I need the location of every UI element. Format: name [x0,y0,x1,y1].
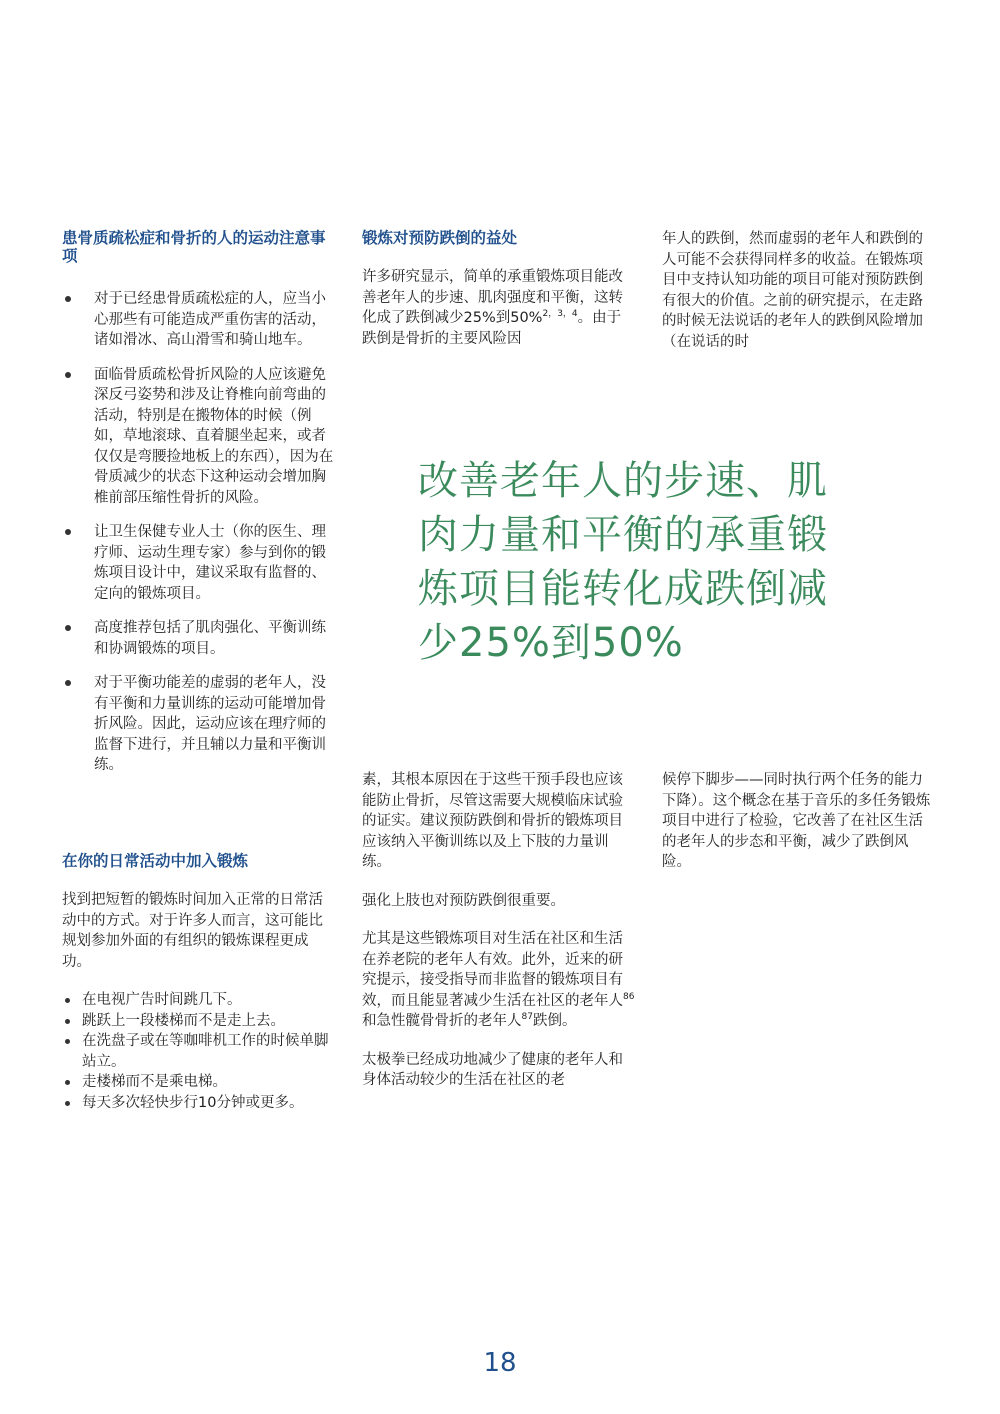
bullet-icon [65,1019,70,1024]
bullet-icon [65,625,71,631]
citation: 2，3，4 [542,309,578,319]
list-item: 在电视广告时间跳几下。 [62,990,337,1011]
heading-fall-prevention: 锻炼对预防跌倒的益处 [362,229,518,247]
bullet-icon [65,680,71,686]
list-item: 走楼梯而不是乘电梯。 [62,1072,337,1093]
pull-quote-line: 炼项目能转化成跌倒减 [418,566,828,612]
bullet-icon [65,1039,70,1044]
bullet-icon [65,1080,70,1085]
daily-activity-list [62,990,337,1113]
paragraph: 太极拳已经成功地减少了健康的老年人和身体活动较少的生活在社区的老 [362,1051,623,1088]
heading-daily-activity: 在你的日常活动中加入锻炼 [62,852,249,870]
cognitive-paragraph: 年人的跌倒，然而虚弱的老年人和跌倒的人可能不会获得同样多的收益。在锻炼项目中支持认知功能的项目可能对预防跌倒有很大的价值。之前的研究提示，在走路的时候无法说话的老年人的跌倒风险增加（在说话的时 [662,231,923,350]
list-item: 对于已经患骨质疏松症的人，应当小心那些有可能造成严重伤害的活动，诸如滑冰、高山滑雪和骑山地车。 [62,289,337,351]
bullet-icon [65,372,71,378]
pull-quote [418,454,888,670]
paragraph: 尤其是这些锻炼项目对生活在社区和生活在养老院的老年人有效。此外，近来的研究提示，接受指导而非监督的锻炼项目有效，而且能显著减少生活在社区的老年人$^{86}$和急性髋骨骨折的老年人$^{87}$跌倒。 [362,931,635,1029]
page-number: 18 [483,1348,517,1378]
list-item: 跳跃上一段楼梯而不是走上去。 [62,1011,337,1032]
bullet-icon [65,529,71,535]
column-left-lower [62,852,337,1113]
citation: 87 [521,1012,533,1022]
list-item: 面临骨质疏松骨折风险的人应该避免深反弓姿势和涉及让脊椎向前弯曲的活动，特别是在搬物体的时候（例如，草地滚球、直着腿坐起来，或者仅仅是弯腰捡地板上的东西），因为在骨质减少的状态下这种运动会增加胸椎前部压缩性骨折的风险。 [62,365,337,509]
column-left [62,229,337,790]
pull-quote-line: 改善老年人的步速、肌 [418,458,828,504]
pull-quote-line: 少25%到50% [418,620,684,666]
paragraph: 候停下脚步——同时执行两个任务的能力下降）。这个概念在基于音乐的多任务锻炼项目中进行了检验，它改善了在社区生活的老年人的步态和平衡，减少了跌倒风险。 [662,772,931,870]
bullet-icon [65,296,71,302]
daily-activity-paragraph: 找到把短暂的锻炼时间加入正常的日常活动中的方式。对于许多人而言，这可能比规划参加外面的有组织的锻炼课程更成功。 [62,892,323,970]
column-right-top [662,229,934,370]
list-item: 在洗盘子或在等咖啡机工作的时候单脚站立。 [62,1031,337,1072]
column-middle-top [362,229,634,367]
bullet-icon [65,998,70,1003]
pull-quote-line: 肉力量和平衡的承重锻 [418,512,828,558]
column-right-bottom [662,770,934,891]
column-middle-bottom [362,770,637,1109]
fall-prevention-paragraph: 许多研究显示，简单的承重锻炼项目能改善老年人的步速、肌肉强度和平衡，这转化成了跌倒减少25%到50%$^{2,3,4}$。由于跌倒是骨折的主要风险因 [362,269,623,347]
list-item: 高度推荐包括了肌肉强化、平衡训练和协调锻炼的项目。 [62,618,337,659]
list-item: 对于平衡功能差的虚弱的老年人，没有平衡和力量训练的运动可能增加骨折风险。因此，运动应该在理疗师的监督下进行，并且辅以力量和平衡训练。 [62,673,337,776]
paragraph: 强化上肢也对预防跌倒很重要。 [362,892,565,909]
precautions-list [62,289,337,776]
citation: 86 [623,991,635,1002]
paragraph: 素，其根本原因在于这些干预手段也应该能防止骨折，尽管这需要大规模临床试验的证实。建议预防跌倒和骨折的锻炼项目应该纳入平衡训练以及上下肢的力量训练。 [362,772,623,870]
bullet-icon [65,1101,70,1106]
heading-osteoporosis-precautions: 患骨质疏松症和骨折的人的运动注意事项 [62,229,326,265]
list-item: 每天多次轻快步行10分钟或更多。 [62,1093,337,1114]
list-item: 让卫生保健专业人士（你的医生、理疗师、运动生理专家）参与到你的锻炼项目设计中，建议采取有监督的、定向的锻炼项目。 [62,522,337,604]
